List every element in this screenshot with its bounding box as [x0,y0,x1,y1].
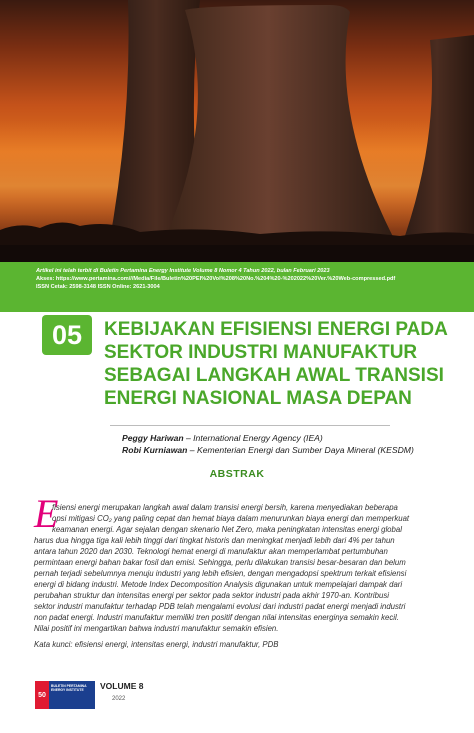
title-divider [110,425,390,426]
title-line: ENERGI NASIONAL MASA DEPAN [104,388,412,409]
abstract-line: antara tahun 2020 dan 2030. Teknologi hemat energi di manufaktur akan memperlambat pertumbuhan [34,547,388,556]
abstract-line: energi di bidang industri. Metode Index Decomposition Analysis digunakan untuk mempelajari dampak dari [34,580,403,589]
abstract-line: fisiensi energi merupakan langkah awal dalam transisi energi bersih, karena menyediakan beberapa [52,503,398,512]
author-name: Robi Kurniawan [122,445,188,455]
author-entry [122,444,414,456]
title-line: KEBIJAKAN EFISIENSI ENERGI PADA [104,319,448,340]
article-number-badge: 05 [42,315,92,355]
author-list [122,432,414,456]
publication-info-band [0,262,474,312]
abstract-line: keamanan energi. Agar sejalan dengan skenario Net Zero, maka peningkatan intensitas energi global [52,525,402,534]
author-affiliation: – International Energy Agency (IEA) [183,433,323,443]
author-affiliation: – Kementerian Energi dan Sumber Daya Mineral (KESDM) [187,445,414,455]
title-line: SEBAGAI LANGKAH AWAL TRANSISI [104,365,444,386]
title-line: SEKTOR INDUSTRI MANUFAKTUR [104,342,418,363]
keywords: Kata kunci: efisiensi energi, intensitas energi, industri manufaktur, PDB [34,640,279,649]
author-name: Peggy Hariwan [122,433,184,443]
access-link[interactable]: Akses: https://www.pertamina.com///Media/File/Buletin%20PEI%20Vol%208%20No.%204%20-%202022%20Ver.%20Web-compressed.pdf [36,276,396,282]
abstract-line: non padat energi. Industri manufaktur memiliki tren positif dengan nilai intensitas energinya semakin kecil. [34,613,399,622]
publication-note: Artikel ini telah terbit di Buletin Pertamina Energy Institute Volume 8 Nomor 4 Tahun 2022, bulan Februari 2023 [36,268,330,274]
abstract-line: perubahan struktur dan intensitas energi per sektor pada sektor industri pada akhir 1970-an. Kontribusi [34,591,389,600]
issn-info: ISSN Cetak: 2598-3148 ISSN Online: 2621-3004 [36,284,160,290]
abstract-line: permintaan energi bahan bakar fosil dan emisi. Sehingga, perlu dilakukan transisi besar-besaran dan belum [34,558,406,567]
abstract-body [34,502,446,634]
author-entry [122,432,414,444]
bulletin-logo-text: BULETIN PERTAMINA ENERGY INSTITUTE [49,681,95,709]
abstract-line: harus dua hingga tiga kali lebih tinggi dari tingkat historis dan meningkat menjadi lebih dari 4% per tahun [34,536,395,545]
bulletin-logo [34,680,96,710]
cooling-towers-illustration [0,0,474,262]
abstract-dropcap: E [34,491,59,536]
article-title [104,318,464,410]
abstract-line: pernah terjadi sebelumnya menuju industri yang lebih efisien, dengan mengadopsi spektrum terkait efisiensi [34,569,407,578]
hero-photo-cooling-towers [0,0,474,262]
abstract-heading: ABSTRAK [209,468,265,480]
volume-label: VOLUME 8 [100,681,144,691]
abstract-line: opsi mitigasi CO₂ yang paling cepat dan hemat biaya dalam menurunkan biaya energi dan memperkuat [52,514,410,523]
abstract-line: sektor industri manufaktur terhadap PDB telah mengalami evolusi dari industri padat energi menjadi industri [34,602,406,611]
abstract-line: Nilai positif ini mengartikan bahwa industri manufaktur semakin efisien. [34,624,279,633]
year-label: 2022 [112,696,126,702]
page-number: 50 [35,681,49,709]
